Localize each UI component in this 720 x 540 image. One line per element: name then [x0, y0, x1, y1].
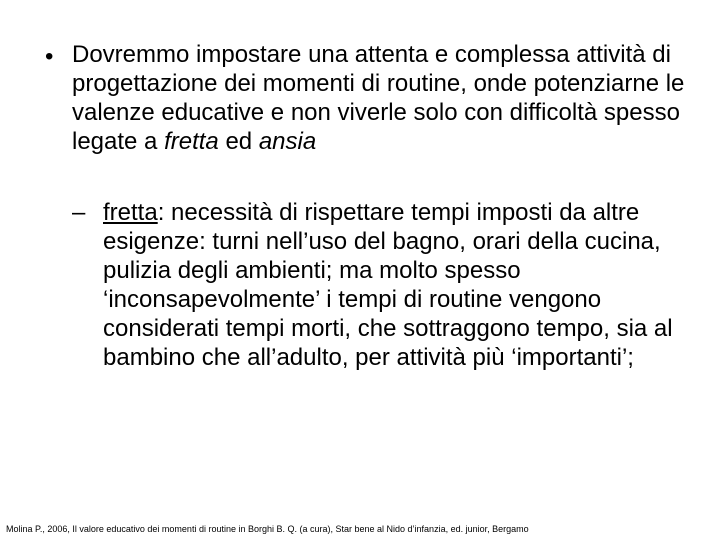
main-bullet-text [72, 40, 692, 156]
bullet-marker: • [45, 43, 54, 70]
italic-word-ansia: ansia [258, 128, 317, 155]
sub-bullet-dash: – [72, 199, 86, 226]
main-text-part-1: Dovremmo impostare una attenta e complessa attività di progettazione dei momenti di routine, onde potenziarne le valenze educative e non viverle solo con difficoltà spesso legate a [72, 41, 685, 155]
main-text-part-2: ed [218, 128, 259, 155]
sub-term-fretta: fretta [103, 199, 158, 226]
sub-text-body: : necessità di rispettare tempi imposti da altre esigenze: turni nell’uso del bagno, orari della cucina, pulizia degli ambienti; ma molto spesso ‘inconsapevolmente’ i tempi di routine vengono considerati tempi morti, che sottraggono tempo, sia al bambino che all’adulto, per attività più ‘importanti’; [103, 199, 673, 371]
sub-bullet-text [103, 198, 688, 372]
footer-citation: Molina P., 2006, Il valore educativo dei momenti di routine in Borghi B. Q. (a cura), Star bene al Nido d’infanzia, ed. junior, Bergamo [6, 524, 529, 534]
italic-word-fretta: fretta [164, 128, 219, 155]
